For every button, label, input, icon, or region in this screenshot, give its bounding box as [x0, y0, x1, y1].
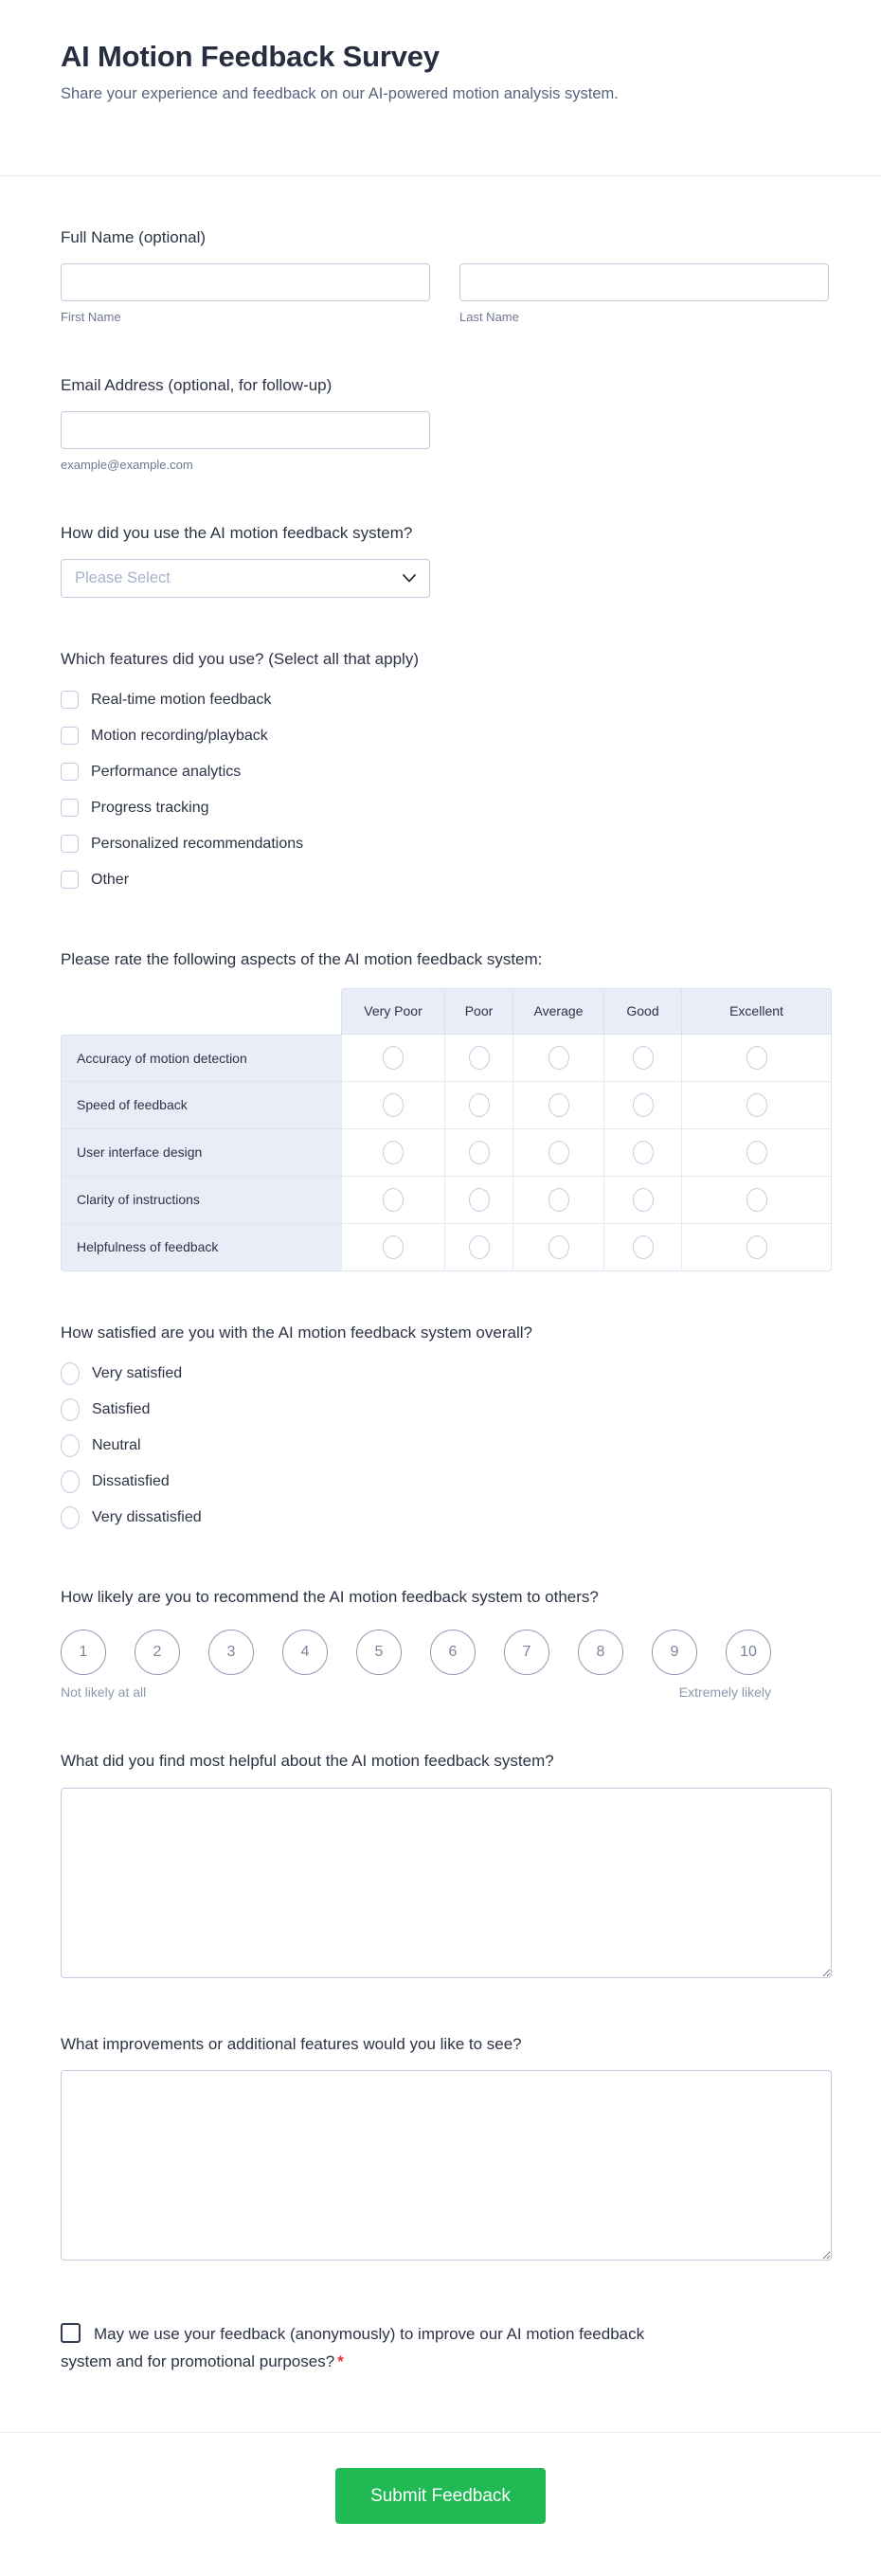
matrix-radio[interactable]	[633, 1141, 654, 1164]
nps-button[interactable]: 5	[356, 1630, 402, 1675]
option-label: Motion recording/playback	[91, 727, 268, 744]
matrix-corner	[61, 988, 341, 1035]
matrix-row	[61, 1035, 832, 1082]
matrix-radio[interactable]	[548, 1188, 569, 1212]
matrix-radio[interactable]	[746, 1093, 767, 1117]
select-placeholder: Please Select	[75, 568, 171, 586]
radio-icon[interactable]	[61, 1362, 80, 1385]
question-label: Full Name (optional)	[61, 228, 207, 246]
satisfaction-option[interactable]	[61, 1392, 832, 1428]
question-recommend	[61, 1587, 832, 1700]
matrix-radio[interactable]	[746, 1188, 767, 1212]
feature-option[interactable]	[61, 754, 832, 790]
question-usage	[61, 523, 832, 598]
matrix-radio[interactable]	[633, 1093, 654, 1117]
question-features	[61, 649, 832, 898]
matrix-radio[interactable]	[548, 1093, 569, 1117]
feature-option[interactable]	[61, 826, 832, 862]
question-label: How did you use the AI motion feedback system?	[61, 523, 413, 542]
first-name-sublabel: First Name	[61, 309, 121, 324]
consent-field	[61, 2320, 681, 2375]
chevron-down-icon	[403, 574, 416, 583]
feature-option[interactable]	[61, 790, 832, 826]
matrix-radio[interactable]	[383, 1235, 404, 1259]
question-label: What did you find most helpful about the AI motion feedback system?	[61, 1751, 554, 1770]
option-label: Dissatisfied	[92, 1472, 170, 1489]
feature-option[interactable]	[61, 682, 832, 718]
matrix-row-label: Clarity of instructions	[61, 1177, 341, 1224]
matrix-row	[61, 1082, 832, 1129]
matrix-radio[interactable]	[746, 1141, 767, 1164]
question-label: Email Address (optional, for follow-up)	[61, 375, 333, 394]
option-label: Very satisfied	[92, 1364, 183, 1381]
required-asterisk: *	[337, 2352, 344, 2371]
question-label: What improvements or additional features would you like to see?	[61, 2034, 522, 2053]
matrix-radio[interactable]	[383, 1046, 404, 1070]
matrix-row	[61, 1129, 832, 1177]
satisfaction-option[interactable]	[61, 1428, 832, 1464]
nps-button[interactable]: 7	[504, 1630, 549, 1675]
nps-button[interactable]: 9	[652, 1630, 697, 1675]
nps-button[interactable]: 8	[578, 1630, 623, 1675]
question-improvements	[61, 2034, 832, 2266]
nps-button[interactable]: 1	[61, 1630, 106, 1675]
checkbox-icon[interactable]	[61, 727, 79, 745]
matrix-row-label: Helpfulness of feedback	[61, 1224, 341, 1271]
page-subtitle: Share your experience and feedback on our AI-powered motion analysis system.	[61, 85, 619, 102]
matrix-radio[interactable]	[548, 1141, 569, 1164]
radio-icon[interactable]	[61, 1398, 80, 1421]
nps-button[interactable]: 2	[135, 1630, 180, 1675]
matrix-radio[interactable]	[469, 1046, 490, 1070]
email-sublabel: example@example.com	[61, 457, 193, 472]
nps-button[interactable]: 4	[282, 1630, 328, 1675]
question-rating-matrix	[61, 949, 832, 1271]
radio-icon[interactable]	[61, 1470, 80, 1493]
matrix-row-label: User interface design	[61, 1129, 341, 1177]
option-label: Personalized recommendations	[91, 835, 304, 852]
checkbox-icon[interactable]	[61, 835, 79, 853]
checkbox-icon[interactable]	[61, 691, 79, 709]
usage-select[interactable]	[61, 559, 430, 598]
nps-button[interactable]: 3	[208, 1630, 254, 1675]
option-label: Very dissatisfied	[92, 1508, 202, 1525]
matrix-radio[interactable]	[746, 1046, 767, 1070]
matrix-radio[interactable]	[746, 1235, 767, 1259]
matrix-radio[interactable]	[633, 1046, 654, 1070]
option-label: Satisfied	[92, 1400, 151, 1417]
matrix-row-label: Speed of feedback	[61, 1082, 341, 1129]
matrix-row-label: Accuracy of motion detection	[61, 1035, 341, 1082]
nps-max-label: Extremely likely	[678, 1684, 771, 1700]
nps-button[interactable]: 10	[726, 1630, 771, 1675]
matrix-column-header: Excellent	[682, 988, 832, 1035]
form-header	[0, 0, 881, 176]
radio-icon[interactable]	[61, 1434, 80, 1457]
question-label: How likely are you to recommend the AI motion feedback system to others?	[61, 1587, 599, 1606]
matrix-radio[interactable]	[633, 1188, 654, 1212]
option-label: Other	[91, 871, 130, 888]
matrix-radio[interactable]	[633, 1235, 654, 1259]
satisfaction-option[interactable]	[61, 1356, 832, 1392]
matrix-radio[interactable]	[383, 1188, 404, 1212]
question-label: Please rate the following aspects of the AI motion feedback system:	[61, 949, 543, 968]
matrix-radio[interactable]	[383, 1141, 404, 1164]
checkbox-icon[interactable]	[61, 799, 79, 817]
checkbox-icon[interactable]	[61, 763, 79, 781]
submit-button[interactable]: Submit Feedback	[335, 2468, 546, 2524]
improvements-textarea[interactable]	[61, 2070, 832, 2261]
rating-matrix	[61, 988, 832, 1271]
satisfaction-option[interactable]	[61, 1500, 832, 1536]
matrix-radio[interactable]	[469, 1141, 490, 1164]
question-most-helpful	[61, 1751, 832, 1983]
matrix-radio[interactable]	[383, 1093, 404, 1117]
matrix-radio[interactable]	[469, 1188, 490, 1212]
feature-option[interactable]	[61, 718, 832, 754]
consent-label: May we use your feedback (anonymously) to improve our AI motion feedback system and for promotional purposes?	[61, 2325, 645, 2371]
question-label: Which features did you use? (Select all that apply)	[61, 649, 419, 668]
matrix-radio[interactable]	[469, 1235, 490, 1259]
option-label: Neutral	[92, 1436, 141, 1453]
matrix-radio[interactable]	[548, 1046, 569, 1070]
option-label: Real-time motion feedback	[91, 691, 272, 708]
matrix-radio[interactable]	[548, 1235, 569, 1259]
last-name-input[interactable]	[459, 263, 829, 301]
radio-icon[interactable]	[61, 1506, 80, 1529]
first-name-input[interactable]	[61, 263, 430, 301]
option-label: Progress tracking	[91, 799, 209, 816]
page-title: AI Motion Feedback Survey	[61, 40, 440, 73]
question-satisfaction	[61, 1323, 832, 1536]
option-label: Performance analytics	[91, 763, 242, 780]
nps-min-label: Not likely at all	[61, 1684, 147, 1700]
email-input[interactable]	[61, 411, 430, 449]
most-helpful-textarea[interactable]	[61, 1788, 832, 1978]
matrix-column-header: Poor	[445, 988, 513, 1035]
checkbox-icon[interactable]	[61, 871, 79, 889]
feature-option[interactable]	[61, 862, 832, 898]
last-name-sublabel: Last Name	[459, 309, 519, 324]
question-label: How satisfied are you with the AI motion feedback system overall?	[61, 1323, 532, 1342]
consent-checkbox[interactable]	[61, 2323, 81, 2343]
nps-scale	[61, 1630, 771, 1675]
matrix-column-header: Average	[513, 988, 604, 1035]
nps-button[interactable]: 6	[430, 1630, 476, 1675]
matrix-radio[interactable]	[469, 1093, 490, 1117]
question-full-name	[61, 227, 832, 324]
matrix-column-header: Very Poor	[341, 988, 445, 1035]
matrix-column-header: Good	[604, 988, 682, 1035]
matrix-row	[61, 1177, 832, 1224]
matrix-row	[61, 1224, 832, 1271]
satisfaction-option[interactable]	[61, 1464, 832, 1500]
question-email	[61, 375, 832, 472]
